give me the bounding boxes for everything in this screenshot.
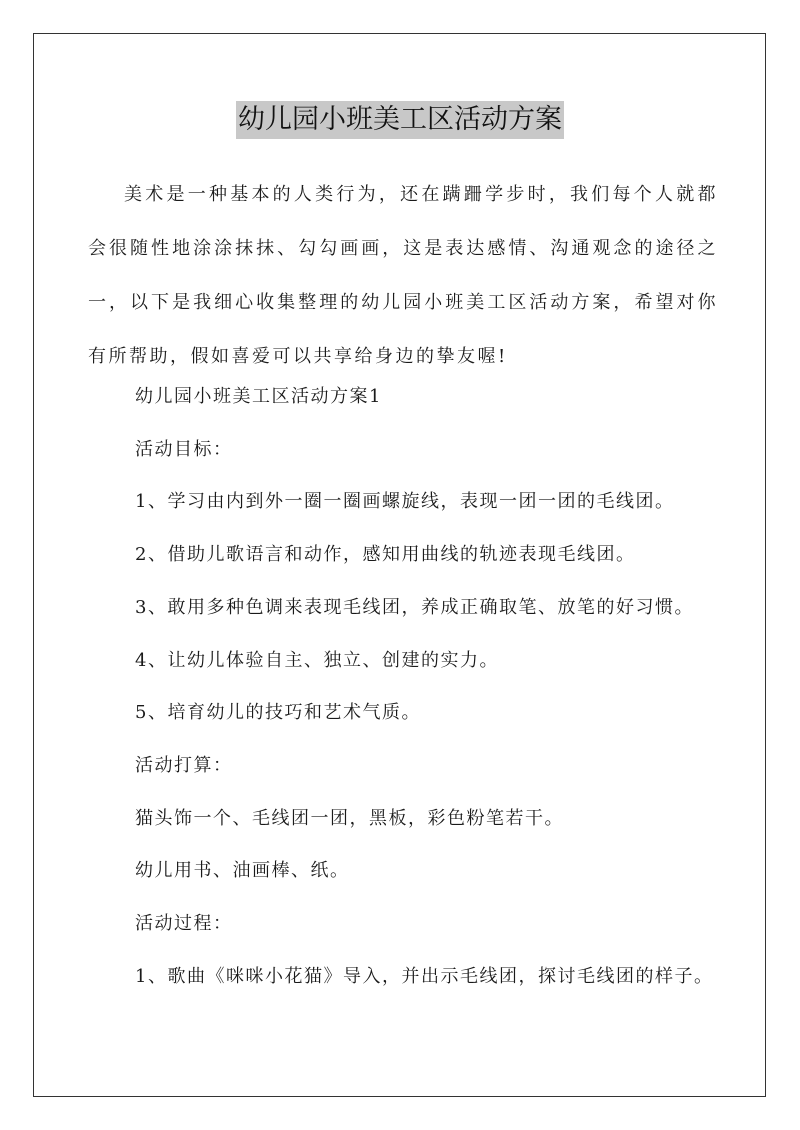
process-step: 1、歌曲《咪咪小花猫》导入，并出示毛线团，探讨毛线团的样子。 [135, 965, 714, 987]
intro-paragraph: 美术是一种基本的人类行为，还在蹒跚学步时，我们每个人就都会很随性地涂涂抹抹、勾勾画画，这是表达感情、沟通观念的途径之一，以下是我细心收集整理的幼儿园小班美工区活动方案，希望对你有所帮助，假如喜爱可以共享给身边的挚友喔! [88, 184, 718, 367]
preparation-item: 幼儿用书、油画棒、纸。 [135, 860, 350, 882]
subheading-preparation: 活动打算： [135, 754, 233, 776]
section-heading: 幼儿园小班美工区活动方案1 [135, 386, 382, 407]
body-paragraphs [135, 371, 735, 1003]
goal-item: 2、借助儿歌语言和动作，感知用曲线的轨迹表现毛线团。 [135, 544, 636, 566]
document-title: 幼儿园小班美工区活动方案 [236, 101, 564, 139]
goal-item: 1、学习由内到外一圈一圈画螺旋线，表现一团一团的毛线团。 [135, 491, 675, 513]
subheading-process: 活动过程： [135, 913, 233, 935]
subheading-goals: 活动目标： [135, 438, 233, 460]
goal-item: 3、敢用多种色调来表现毛线团，养成正确取笔、放笔的好习惯。 [135, 596, 694, 618]
preparation-item: 猫头饰一个、毛线团一团，黑板，彩色粉笔若干。 [135, 807, 564, 829]
goal-item: 4、让幼儿体验自主、独立、创建的实力。 [135, 649, 499, 671]
title-container [0, 101, 800, 139]
goal-item: 5、培育幼儿的技巧和艺术气质。 [135, 702, 421, 724]
